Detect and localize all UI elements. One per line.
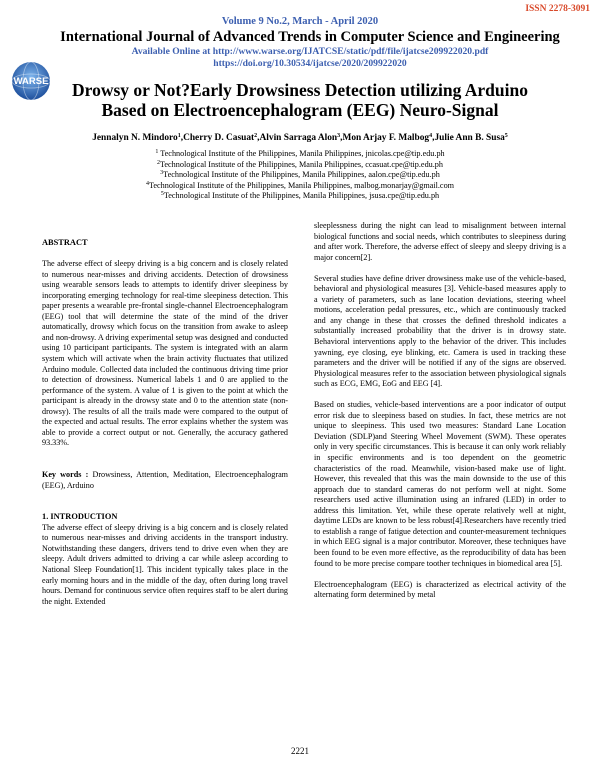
abstract-heading: ABSTRACT <box>42 238 88 247</box>
affiliation: $^3$Technological Institute of the Philippines, Manila Philippines, aalon.cpe@tip.edu.ph <box>160 170 440 180</box>
left-column <box>42 238 288 607</box>
introduction-text: The adverse effect of sleepy driving is a big concern and is closely related to numerous near-misses and driving accidents in the transport industry. Notwithstanding these dangers, drivers tend to drive even when they are sleepy. Adult drivers admitted to driving a car while asleep according to National Sleep Foundation[1]. This incident typically takes place in the early morning hours and in the middle of the day, often during long travel hours. Demand for continuous service often requires staff to be alert during the night. Extended <box>42 522 288 606</box>
keywords-text: Drowsiness, Attention, Meditation, Electroencephalogram (EEG), Arduino <box>42 470 288 490</box>
page-number: 2221 <box>291 746 309 756</box>
logo-text: WARSE <box>13 76 49 87</box>
doi-link[interactable]: https://doi.org/10.30534/ijatcse/2020/209922020 <box>213 58 407 69</box>
author: Alvin Sarraga Alon <box>259 133 338 143</box>
paragraph: Based on studies, vehicle-based interventions are a poor indicator of output error risk due to sleepiness based on studies. In fact, these metrics are not unique to sleepiness. This used two measures: Standard Lane Location Deviation (SDLP)and Steering Wheel Movement (SWM). These operates only in very specific circumstances. This is because it can only work reliably in specific environments and is too dependent on the geometric characteristics of the road. Meanwhile, vision-based make use of light. However, this revealed that this was the main downside to the use of this approach due to standard cameras do not perform well at night. Some researchers used active illumination using an infrared (LED) in order to address this limitation. Yet, while these operate relatively well at night, daytime LEDs are known to be less robust[4].Researchers have recently tried to establish a range of fatigue detection and counter-measurement techniques in which EEG signal is a major contributor. Moreover, these techniques have been found to be even more effective, as the reproducibility of data has been found to be more precise compare toother techniques in biomedical area [5]. <box>314 400 566 568</box>
title-line-2: Based on Electroencephalogram (EEG) Neuro-Signal <box>101 100 499 120</box>
title-line-1: Drowsy or Not?Early Drowsiness Detection utilizing Arduino <box>72 80 528 100</box>
author: Mon Arjay F. Malbog <box>342 133 430 143</box>
keywords-label: Key words : <box>42 470 89 480</box>
journal-title: International Journal of Advanced Trends in Computer Science and Engineering <box>60 29 560 45</box>
issn-label: ISSN 2278-3091 <box>525 4 590 14</box>
abstract-text: The adverse effect of sleepy driving is a big concern and is closely related to numerous near-misses and driving accidents. Detection of drowsiness using wearable sensors leads to attempts to identify driver sleepiness by incorporating emerging technology for real-time sleepiness detection. This paper presents a wearable pre-frontal single-channel Electroencephalogram (EEG) tool that will determine the state of the mind of the driver automatically, drowsy which focus on the transition from awake to asleep and non-drowsy. A driving experimental setup was designed and conducted using 10 participant participants. The system is integrated with an alarm system which will activate when the brain activity fluctuates that utilized Arduino module. Collected data included the continuous driving time prior to detection of drowsiness. Numerical labels 1 and 0 are applied to the performance of the system. A value of 1 is given to the point at which the participant is already in the drowsy state and 0 to the attention state (non-drowsy). The results of all the trails made were compared to the output of the expected and actual results. The error explains whether the system was able to provide a correct output or not. Generally, the accuracy gathered 93.33%. <box>42 259 288 448</box>
affiliation-list <box>20 149 580 202</box>
author-list: Jennalyn N. Mindoro$^1$,Cherry D. Casuat$^2$,Alvin Sarraga Alon$^3$,Mon Arjay F. Malbog$^4$,Julie Ann B. Susa$^5$ <box>92 133 508 143</box>
affiliation: $^1$ Technological Institute of the Philippines, Manila Philippines, jnicolas.cpe@tip.edu.ph <box>155 149 445 158</box>
paragraph: Several studies have define driver drowsiness make use of the vehicle-based, behavioral and physiological measures [3]. Vehicle-based measures apply to a variety of parameters, such as lane location deviations, steering wheel motions, acceleration pedal pressures, etc., which are continuously tracked and any change in these that crosses the defined threshold indicates a substantially increased probability that the driver is in drowsy state. Behavioral interventions apply to the behavior of the driver. This includes yawning, eye closing, eye blinking, etc. Camera is used in tracking these parameters and the driver will be notified if any of the signs are observed. Physiological measures refer to the association between physiological signals such as ECG, EMG, EoG and EEG [4]. <box>314 273 566 389</box>
available-online-link[interactable]: Available Online at http://www.warse.org/IJATCSE/static/pdf/file/ijatcse209922020.pdf <box>131 46 489 57</box>
author: Cherry D. Casuat <box>183 133 255 143</box>
keywords <box>42 470 288 491</box>
warse-logo <box>6 60 56 102</box>
paper-title <box>50 80 550 120</box>
right-column <box>314 221 566 601</box>
paragraph: sleeplessness during the night can lead to misalignment between internal biological functions and social needs, which contributes to sleepiness during and after work. Therefore, the adverse effect of sleepy and sleepy driving is a major concern[2]. <box>314 221 566 262</box>
paragraph: Electroencephalogram (EEG) is characterized as electrical activity of the alternating form determined by metal <box>314 579 566 600</box>
volume-issue: Volume 9 No.2, March - April 2020 <box>221 16 379 27</box>
affiliation: $^5$Technological Institute of the Philippines, Manila Philippines, jsusa.cpe@tip.edu.ph <box>160 191 440 201</box>
author: Jennalyn N. Mindoro <box>92 133 178 143</box>
author: Julie Ann B. Susa <box>434 133 505 143</box>
affiliation: $^2$Technological Institute of the Philippines, Manila Philippines, ccasuat.cpe@tip.edu.ph <box>156 159 443 169</box>
affiliation: $^4$Technological Institute of the Philippines, Manila Philippines, malbog.monarjay@gmail.com <box>145 180 455 190</box>
introduction-heading: 1. INTRODUCTION <box>42 512 118 522</box>
